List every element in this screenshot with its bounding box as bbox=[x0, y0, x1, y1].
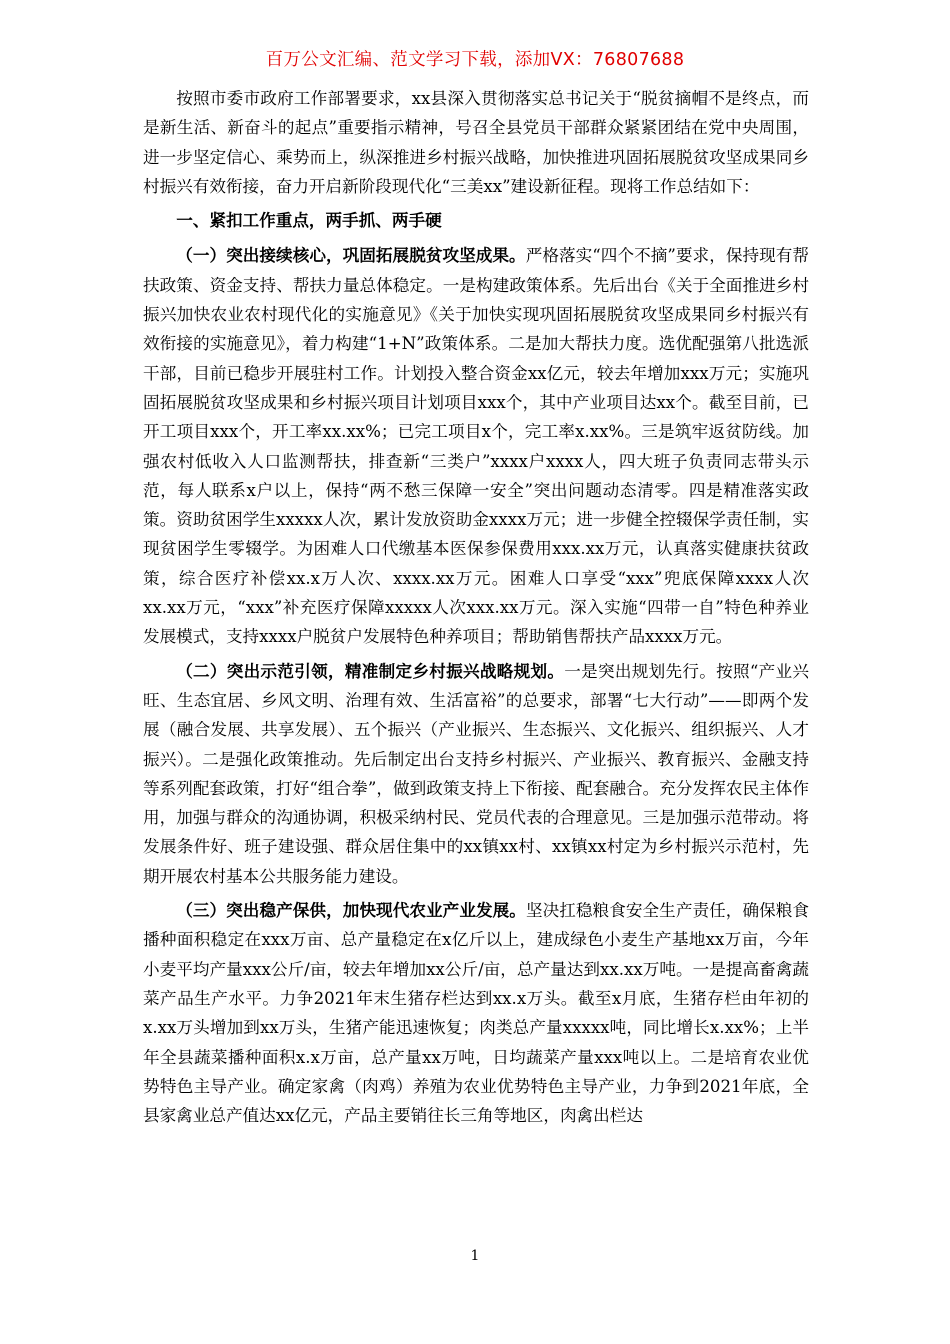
header-banner: 百万公文汇编、范文学习下载，添加VX：76807688 bbox=[265, 50, 685, 70]
paragraph-3-lead: （三）突出稳产保供，加快现代农业产业发展。 bbox=[176, 900, 526, 921]
section-heading-1: 一、紧扣工作重点，两手抓、两手硬 bbox=[176, 210, 442, 231]
paragraph-3-text: 坚决扛稳粮食安全生产责任，确保粮食播种面积稳定在xxx万亩、总产量稳定在x亿斤以上，建成绿色小麦生产基地xx万亩，今年小麦平均产量xxx公斤/亩，较去年增加xx公斤/亩，总产量达到xx.xx万吨。一是提高畜禽蔬菜产品生产水平。力争2021年末生猪存栏达到xx.x万头。截至x月底，生猪存栏由年初的x.xx万头增加到xx万头，生猪产能迅速恢复；肉类总产量xxxxx吨，同比增长x.xx%；上半年全县蔬菜播种面积x.x万亩，总产量xx万吨，日均蔬菜产量xxx吨以上。二是培育农业优势特色主导产业。确定家禽（肉鸡）养殖为农业优势特色主导产业，力争到2021年底，全县家禽业总产值达xx亿元，产品主要销往长三角等地区，肉禽出栏达 bbox=[143, 901, 810, 1126]
paragraph-2-lead: （二）突出示范引领，精准制定乡村振兴战略规划。 bbox=[176, 660, 565, 681]
paragraph-1-text: 严格落实“四个不摘”要求，保持现有帮扶政策、资金支持、帮扶力量总体稳定。一是构建政策体系。先后出台《关于全面推进乡村振兴加快农业农村现代化的实施意见》《关于加快实现巩固拓展脱贫攻坚成果同乡村振兴有效衔接的实施意见》，着力构建“1+N”政策体系。二是加大帮扶力度。选优配强第八批选派干部，目前已稳步开展驻村工作。计划投入整合资金xx亿元，较去年增加xxx万元；实施巩固拓展脱贫攻坚成果和乡村振兴项目计划项目xxx个，其中产业项目达xx个。截至目前，已开工项目xxx个，开工率xx.xx%；已完工项目x个，完工率x.xx%。三是筑牢返贫防线。加强农村低收入人口监测帮扶，排查新“三类户”xxxx户xxxx人，四大班子负责同志带头示范，每人联系x户以上，保持“两不愁三保障一安全”突出问题动态清零。四是精准落实政策。资助贫困学生xxxxx人次，累计发放资助金xxxx万元；进一步健全控辍保学责任制，实现贫困学生零辍学。为困难人口代缴基本医保参保费用xxx.xx万元，认真落实健康扶贫政策，综合医疗补偿xx.x万人次、xxxx.xx万元。困难人口享受“xxx”兜底保障xxxx人次xx.xx万元，“xxx”补充医疗保障xxxxx人次xxx.xx万元。深入实施“四带一自”特色种养业发展模式，支持xxxx户脱贫户发展特色种养项目；帮助销售帮扶产品xxxx万元。 bbox=[143, 246, 810, 647]
paragraph-2-text: 一是突出规划先行。按照“产业兴旺、生态宜居、乡风文明、治理有效、生活富裕”的总要求，部署“七大行动”——即两个发展（融合发展、共享发展）、五个振兴（产业振兴、生态振兴、文化振兴、组织振兴、人才振兴）。二是强化政策推动。先后制定出台支持乡村振兴、产业振兴、教育振兴、金融支持等系列配套政策，打好“组合拳”，做到政策支持上下衔接、配套融合。充分发挥农民主体作用，加强与群众的沟通协调，积极采纳村民、党员代表的合理意见。三是加强示范带动。将发展条件好、班子建设强、群众居住集中的xx镇xx村、xx镇xx村定为乡村振兴示范村，先期开展农村基本公共服务能力建设。 bbox=[143, 661, 810, 886]
page-number: 1 bbox=[470, 1248, 480, 1264]
document-body bbox=[143, 84, 809, 1135]
intro-paragraph: 按照市委市政府工作部署要求，xx县深入贯彻落实总书记关于“脱贫摘帽不是终点，而是新生活、新奋斗的起点”重要指示精神，号召全县党员干部群众紧紧团结在党中央周围，进一步坚定信心、乘势而上，纵深推进乡村振兴战略，加快推进巩固拓展脱贫攻坚成果同乡村振兴有效衔接，奋力开启新阶段现代化“三美xx”建设新征程。现将工作总结如下： bbox=[143, 89, 809, 196]
paragraph-1-lead: （一）突出接续核心，巩固拓展脱贫攻坚成果。 bbox=[176, 245, 526, 266]
paragraph-1 bbox=[143, 241, 809, 651]
paragraph-2 bbox=[143, 657, 809, 891]
paragraph-3 bbox=[143, 896, 809, 1130]
